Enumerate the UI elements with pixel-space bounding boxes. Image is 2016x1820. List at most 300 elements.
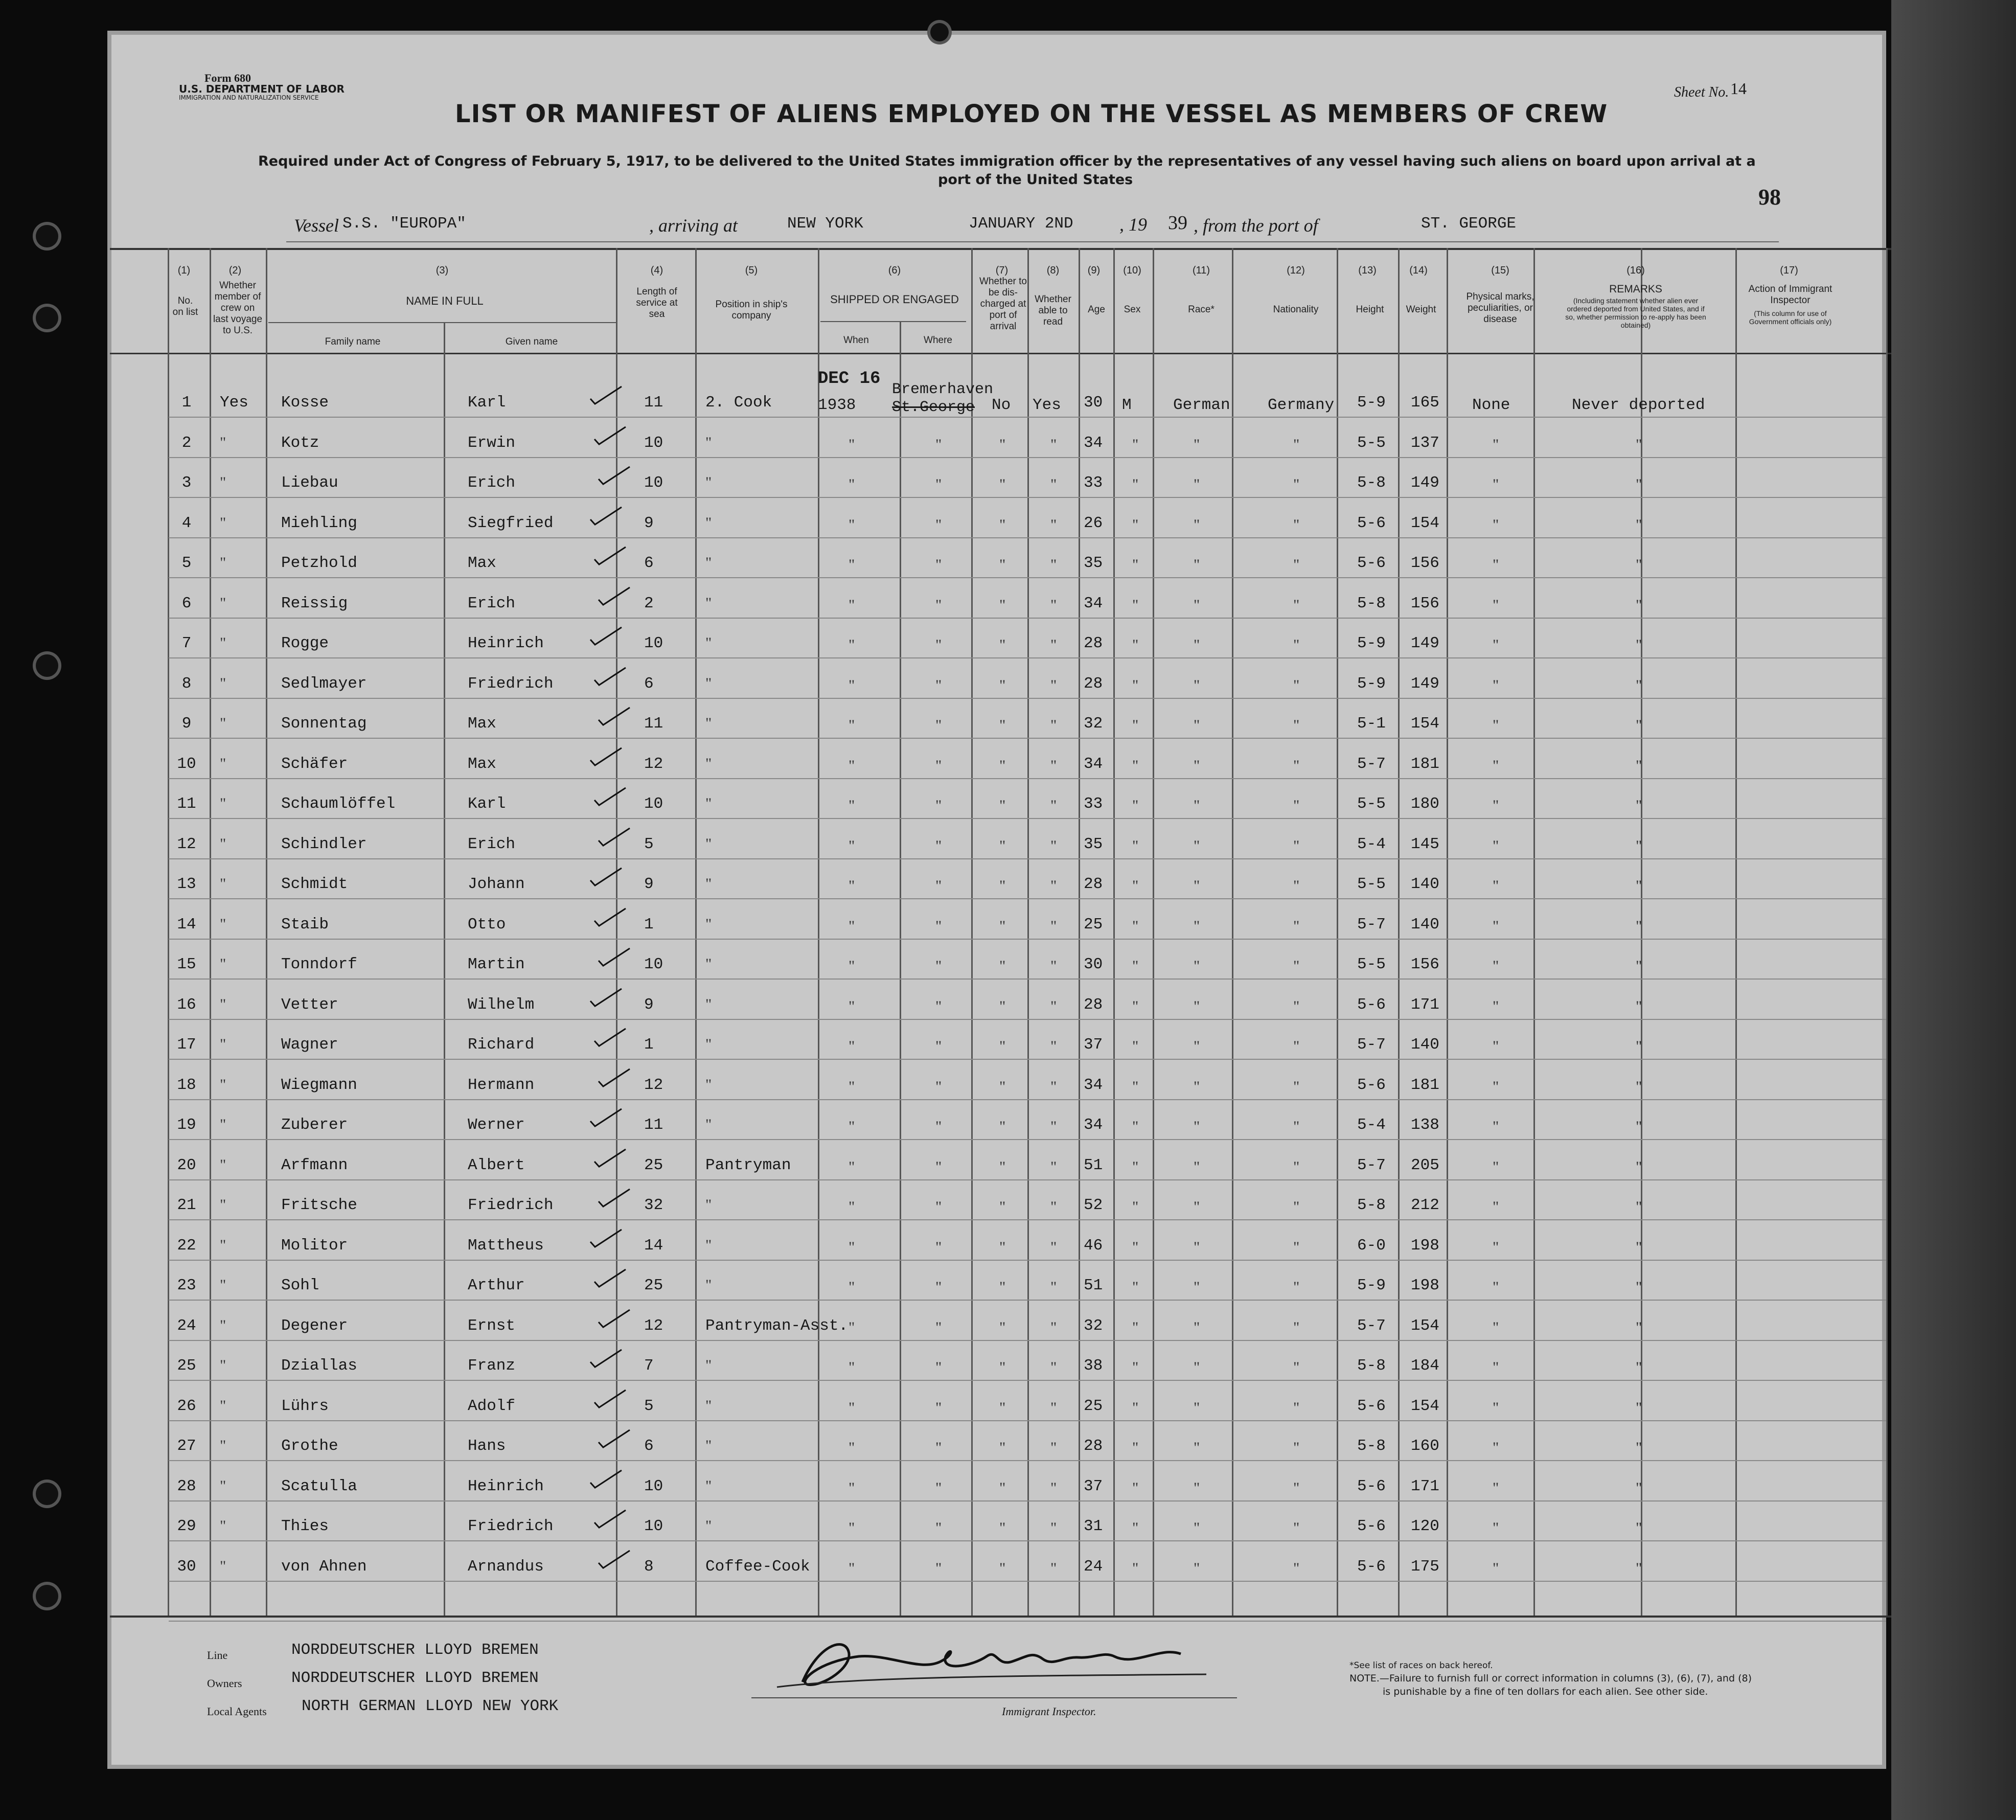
penalty-note-1: NOTE.—Failure to furnish full or correct information in columns (3), (6), (7), and (8) <box>1349 1673 1752 1684</box>
row-given: Friedrich <box>468 1517 554 1535</box>
row-prev: " <box>220 634 226 651</box>
ditto-mark: " <box>1636 1118 1642 1135</box>
ditto-mark: " <box>849 877 855 894</box>
ditto-mark: " <box>999 998 1006 1015</box>
row-prev: " <box>220 1477 226 1494</box>
ditto-mark: " <box>1132 1319 1139 1336</box>
row-service: 10 <box>644 474 663 492</box>
ditto-mark: " <box>1132 877 1139 894</box>
ditto-mark: " <box>1050 918 1057 935</box>
ditto-mark: " <box>1050 837 1057 854</box>
row-no: 16 <box>177 996 196 1014</box>
row-height: 5-8 <box>1357 474 1386 492</box>
row-rule <box>169 858 1886 859</box>
row-weight: 154 <box>1411 1397 1439 1415</box>
row-rule <box>169 738 1886 739</box>
row-family: Schaumlöffel <box>281 795 396 813</box>
ditto-mark: " <box>1050 1198 1057 1215</box>
ditto-mark: " <box>999 1519 1006 1536</box>
row-weight: 140 <box>1411 1036 1439 1054</box>
row-prev: " <box>220 1076 226 1093</box>
col-header-given-name: Given name <box>505 336 558 347</box>
ditto-mark: " <box>1050 1319 1057 1336</box>
row-service: 11 <box>644 715 663 733</box>
ditto-mark: " <box>1293 1439 1300 1456</box>
discharged-value: No <box>992 396 1011 414</box>
ditto-mark: " <box>1132 556 1139 573</box>
ditto-mark: " <box>1636 1399 1642 1416</box>
row-rule <box>169 1059 1886 1060</box>
column-rule <box>1398 248 1400 1616</box>
ditto-mark: " <box>999 476 1006 493</box>
row-age: 38 <box>1084 1357 1103 1375</box>
ditto-mark: " <box>1132 1158 1139 1175</box>
row-prev: " <box>220 996 226 1013</box>
row-weight: 198 <box>1411 1277 1439 1294</box>
row-position: " <box>705 474 712 491</box>
row-service: 14 <box>644 1237 663 1255</box>
row-rule <box>169 1179 1886 1180</box>
row-height: 5-6 <box>1357 1397 1386 1415</box>
ditto-mark: " <box>849 1439 855 1456</box>
row-family: Kotz <box>281 434 319 452</box>
ditto-mark: " <box>999 717 1006 734</box>
ditto-mark: " <box>999 516 1006 533</box>
row-weight: 149 <box>1411 474 1439 492</box>
ditto-mark: " <box>999 1078 1006 1095</box>
row-family: Reissig <box>281 595 348 612</box>
row-height: 5-7 <box>1357 1317 1386 1335</box>
ditto-mark: " <box>1636 1078 1642 1095</box>
row-rule <box>169 657 1886 658</box>
ditto-mark: " <box>1636 757 1642 774</box>
row-prev: " <box>220 1036 226 1053</box>
ditto-mark: " <box>849 1198 855 1215</box>
row-prev: " <box>220 1558 226 1575</box>
ditto-mark: " <box>1050 516 1057 533</box>
row-service: 11 <box>644 1116 663 1134</box>
ditto-mark: " <box>1050 797 1057 814</box>
ditto-mark: " <box>1132 757 1139 774</box>
row-height: 5-6 <box>1357 1558 1386 1576</box>
row-height: 5-8 <box>1357 1437 1386 1455</box>
check-mark <box>596 706 632 726</box>
row-given: Siegfried <box>468 514 554 532</box>
ditto-mark: " <box>849 476 855 493</box>
row-height: 5-9 <box>1357 394 1386 412</box>
race-value: German <box>1173 396 1230 414</box>
col-header-no: No. on list <box>172 295 198 317</box>
form-number: Form 680 <box>204 72 251 84</box>
row-service: 6 <box>644 1437 654 1455</box>
row-service: 25 <box>644 1277 663 1294</box>
row-prev: " <box>220 1317 226 1334</box>
ditto-mark: " <box>1293 1239 1300 1256</box>
page-number: 98 <box>1758 185 1781 210</box>
row-prev: " <box>220 916 226 932</box>
remarks-value: Never deported <box>1572 396 1705 414</box>
row-age: 32 <box>1084 715 1103 733</box>
ditto-mark: " <box>935 597 942 613</box>
ditto-mark: " <box>1194 1239 1200 1256</box>
ditto-mark: " <box>849 1399 855 1416</box>
ditto-mark: " <box>935 1118 942 1135</box>
ditto-mark: " <box>1636 998 1642 1015</box>
row-prev: " <box>220 1116 226 1133</box>
row-weight: 149 <box>1411 634 1439 652</box>
row-given: Wilhelm <box>468 996 535 1014</box>
col-num-12: (12) <box>1287 265 1305 276</box>
ditto-mark: " <box>1050 1399 1057 1416</box>
year-prefix: , 19 <box>1119 214 1147 235</box>
row-position: " <box>705 1277 712 1293</box>
ditto-mark: " <box>935 436 942 453</box>
ditto-mark: " <box>1493 837 1499 854</box>
row-height: 5-5 <box>1357 795 1386 813</box>
row-no: 27 <box>177 1437 196 1455</box>
ditto-mark: " <box>1050 1359 1057 1376</box>
ditto-mark: " <box>1636 556 1642 573</box>
row-weight: 156 <box>1411 554 1439 572</box>
row-age: 30 <box>1084 956 1103 973</box>
row-service: 7 <box>644 1357 654 1375</box>
ditto-mark: " <box>999 556 1006 573</box>
row-height: 5-1 <box>1357 715 1386 733</box>
departure-port: ST. GEORGE <box>1421 215 1517 233</box>
ditto-mark: " <box>1293 1560 1300 1577</box>
row-position: " <box>705 956 712 972</box>
col-num-11: (11) <box>1192 265 1210 276</box>
ditto-mark: " <box>1493 1158 1499 1175</box>
row-weight: 171 <box>1411 1477 1439 1495</box>
ditto-mark: " <box>1636 516 1642 533</box>
ditto-mark: " <box>999 1319 1006 1336</box>
ditto-mark: " <box>1293 1319 1300 1336</box>
row-given: Karl <box>468 394 506 412</box>
ditto-mark: " <box>1493 958 1499 974</box>
ditto-mark: " <box>1132 1198 1139 1215</box>
ditto-mark: " <box>1293 1359 1300 1376</box>
column-rule <box>900 321 901 1616</box>
able-to-read-value: Yes <box>1033 396 1061 414</box>
ditto-mark: " <box>849 797 855 814</box>
ditto-mark: " <box>1194 636 1200 653</box>
check-mark <box>596 1187 632 1208</box>
row-age: 30 <box>1084 394 1103 412</box>
row-weight: 149 <box>1411 675 1439 693</box>
check-mark <box>592 786 628 806</box>
ditto-mark: " <box>935 837 942 854</box>
ditto-mark: " <box>1132 1038 1139 1055</box>
ditto-mark: " <box>1636 1359 1642 1376</box>
row-no: 2 <box>181 434 192 452</box>
ditto-mark: " <box>1493 1198 1499 1215</box>
ditto-mark: " <box>1194 1519 1200 1536</box>
col-header-position: Position in ship's company <box>715 299 788 321</box>
col-header-family-name: Family name <box>325 336 381 347</box>
row-weight: 120 <box>1411 1517 1439 1535</box>
row-family: Molitor <box>281 1237 348 1255</box>
ditto-mark: " <box>1293 797 1300 814</box>
ditto-mark: " <box>1493 1239 1499 1256</box>
ditto-mark: " <box>1132 717 1139 734</box>
ditto-mark: " <box>1293 918 1300 935</box>
col-header-discharged: Whether to be dis-charged at port of arrival <box>979 276 1027 332</box>
ditto-mark: " <box>1293 556 1300 573</box>
row-weight: 198 <box>1411 1237 1439 1255</box>
column-rule <box>1153 248 1154 1616</box>
row-position: " <box>705 715 712 732</box>
row-prev: " <box>220 474 226 491</box>
column-rule <box>1886 248 1888 1616</box>
col-header-height: Height <box>1356 304 1384 315</box>
line-label: Line <box>207 1649 228 1662</box>
row-rule <box>169 818 1886 819</box>
row-weight: 160 <box>1411 1437 1439 1455</box>
row-family: Petzhold <box>281 554 357 572</box>
ditto-mark: " <box>935 1038 942 1055</box>
row-family: Grothe <box>281 1437 338 1455</box>
row-weight: 180 <box>1411 795 1439 813</box>
row-rule <box>169 417 1886 418</box>
check-mark <box>596 1549 632 1569</box>
ditto-mark: " <box>1194 436 1200 453</box>
ditto-mark: " <box>1636 597 1642 613</box>
ditto-mark: " <box>1493 1560 1499 1577</box>
row-family: Sohl <box>281 1277 319 1294</box>
row-service: 12 <box>644 1076 663 1094</box>
service-name: IMMIGRATION AND NATURALIZATION SERVICE <box>179 94 319 101</box>
row-service: 32 <box>644 1196 663 1214</box>
ditto-mark: " <box>1293 1038 1300 1055</box>
row-given: Adolf <box>468 1397 516 1415</box>
row-age: 34 <box>1084 1116 1103 1134</box>
row-given: Martin <box>468 956 525 973</box>
row-position: " <box>705 434 712 451</box>
ditto-mark: " <box>1293 476 1300 493</box>
ditto-mark: " <box>1493 677 1499 694</box>
ditto-mark: " <box>1050 1038 1057 1055</box>
row-rule <box>169 1300 1886 1301</box>
ditto-mark: " <box>1050 1078 1057 1095</box>
ditto-mark: " <box>1493 636 1499 653</box>
row-no: 14 <box>177 916 196 934</box>
row-service: 25 <box>644 1156 663 1174</box>
ditto-mark: " <box>1636 877 1642 894</box>
row-given: Hans <box>468 1437 506 1455</box>
sheet-number: 14 <box>1730 79 1747 98</box>
row-prev: " <box>220 1277 226 1293</box>
binder-hole <box>36 654 58 677</box>
row-service: 5 <box>644 1397 654 1415</box>
ditto-mark: " <box>999 436 1006 453</box>
col-header-when: When <box>843 335 869 346</box>
row-no: 18 <box>177 1076 196 1094</box>
row-height: 5-9 <box>1357 1277 1386 1294</box>
shipped-port: Bremerhaven <box>892 381 994 398</box>
ditto-mark: " <box>1194 1198 1200 1215</box>
check-mark <box>588 384 624 405</box>
table-top-rule <box>110 248 1891 250</box>
ditto-mark: " <box>935 1078 942 1095</box>
ditto-mark: " <box>1493 918 1499 935</box>
row-weight: 181 <box>1411 1076 1439 1094</box>
row-weight: 137 <box>1411 434 1439 452</box>
row-weight: 156 <box>1411 595 1439 612</box>
col-header-physical: Physical marks, peculiarities, or disease <box>1466 291 1534 325</box>
row-family: Vetter <box>281 996 338 1014</box>
row-age: 28 <box>1084 996 1103 1014</box>
row-position: Pantryman-Asst. <box>705 1317 849 1335</box>
ditto-mark: " <box>1194 1319 1200 1336</box>
row-height: 5-7 <box>1357 1156 1386 1174</box>
check-mark <box>588 625 624 646</box>
row-rule <box>169 898 1886 899</box>
col-header-nationality: Nationality <box>1273 304 1319 315</box>
ditto-mark: " <box>999 1118 1006 1135</box>
ditto-mark: " <box>1636 636 1642 653</box>
row-prev: Yes <box>220 394 248 412</box>
column-rule <box>1232 248 1233 1616</box>
ditto-mark: " <box>1050 597 1057 613</box>
row-position: " <box>705 755 712 772</box>
row-no: 20 <box>177 1156 196 1174</box>
row-weight: 145 <box>1411 835 1439 853</box>
row-weight: 154 <box>1411 514 1439 532</box>
ditto-mark: " <box>1293 1118 1300 1135</box>
row-service: 1 <box>644 916 654 934</box>
row-given: Arthur <box>468 1277 525 1294</box>
ditto-mark: " <box>999 1439 1006 1456</box>
ditto-mark: " <box>1194 476 1200 493</box>
ditto-mark: " <box>1636 436 1642 453</box>
ditto-mark: " <box>1493 1078 1499 1095</box>
ditto-mark: " <box>849 1560 855 1577</box>
row-position: " <box>705 875 712 892</box>
ditto-mark: " <box>999 877 1006 894</box>
ditto-mark: " <box>1636 837 1642 854</box>
row-family: Rogge <box>281 634 329 652</box>
check-mark <box>596 946 632 967</box>
check-mark <box>588 1107 624 1127</box>
ditto-mark: " <box>849 1279 855 1295</box>
ditto-mark: " <box>849 556 855 573</box>
ditto-mark: " <box>1194 1480 1200 1496</box>
ditto-mark: " <box>1493 476 1499 493</box>
row-given: Albert <box>468 1156 525 1174</box>
check-mark <box>592 666 628 686</box>
ditto-mark: " <box>1293 958 1300 974</box>
row-age: 51 <box>1084 1277 1103 1294</box>
row-position: " <box>705 595 712 611</box>
inspector-signature <box>757 1626 1237 1702</box>
row-service: 1 <box>644 1036 654 1054</box>
row-no: 29 <box>177 1517 196 1535</box>
ditto-mark: " <box>1636 476 1642 493</box>
row-family: Fritsche <box>281 1196 357 1214</box>
ditto-mark: " <box>935 476 942 493</box>
ditto-mark: " <box>1194 516 1200 533</box>
ditto-mark: " <box>1132 597 1139 613</box>
row-age: 32 <box>1084 1317 1103 1335</box>
ditto-mark: " <box>935 797 942 814</box>
row-service: 8 <box>644 1558 654 1576</box>
row-position: " <box>705 795 712 812</box>
ditto-mark: " <box>1636 1560 1642 1577</box>
column-rule <box>210 248 211 1616</box>
races-note: *See list of races on back hereof. <box>1349 1660 1493 1671</box>
ditto-mark: " <box>1132 636 1139 653</box>
ditto-mark: " <box>1194 1279 1200 1295</box>
ditto-mark: " <box>1636 1239 1642 1256</box>
shipped-port-struck: St.George <box>892 399 975 416</box>
col-num-17: (17) <box>1780 265 1798 276</box>
col-num-9: (9) <box>1087 265 1101 276</box>
row-position: " <box>705 1116 712 1133</box>
row-given: Erich <box>468 595 516 612</box>
row-height: 5-6 <box>1357 996 1386 1014</box>
ditto-mark: " <box>1493 1439 1499 1456</box>
line-value: NORDDEUTSCHER LLOYD BREMEN <box>291 1641 539 1659</box>
column-rule <box>1113 248 1115 1616</box>
row-rule <box>169 618 1886 619</box>
ditto-mark: " <box>1493 556 1499 573</box>
column-rule <box>266 248 267 1616</box>
row-service: 2 <box>644 595 654 612</box>
row-service: 11 <box>644 394 663 412</box>
ditto-mark: " <box>935 556 942 573</box>
ditto-mark: " <box>1293 636 1300 653</box>
scanner-edge <box>1891 0 2016 1820</box>
ditto-mark: " <box>1194 597 1200 613</box>
row-given: Max <box>468 755 496 773</box>
row-height: 5-8 <box>1357 1357 1386 1375</box>
ditto-mark: " <box>1194 1158 1200 1175</box>
row-given: Johann <box>468 875 525 893</box>
col-num-16: (16) <box>1626 265 1645 276</box>
ditto-mark: " <box>999 1359 1006 1376</box>
ditto-mark: " <box>1293 1279 1300 1295</box>
row-given: Ernst <box>468 1317 516 1335</box>
row-prev: " <box>220 875 226 892</box>
row-family: Scatulla <box>281 1477 357 1495</box>
row-service: 12 <box>644 1317 663 1335</box>
ditto-mark: " <box>849 998 855 1015</box>
row-family: von Ahnen <box>281 1558 367 1576</box>
row-position: " <box>705 1237 712 1254</box>
ditto-mark: " <box>1132 958 1139 974</box>
row-prev: " <box>220 1357 226 1374</box>
ditto-mark: " <box>1636 1158 1642 1175</box>
ditto-mark: " <box>999 1560 1006 1577</box>
row-rule <box>169 1500 1886 1502</box>
row-family: Kosse <box>281 394 329 412</box>
ditto-mark: " <box>1293 1198 1300 1215</box>
row-height: 5-5 <box>1357 875 1386 893</box>
ditto-mark: " <box>1132 998 1139 1015</box>
row-prev: " <box>220 595 226 611</box>
ditto-mark: " <box>1132 1560 1139 1577</box>
row-position: Coffee-Cook <box>705 1558 810 1576</box>
department: U.S. DEPARTMENT OF LABOR <box>179 83 345 95</box>
row-family: Schäfer <box>281 755 348 773</box>
row-family: Schmidt <box>281 875 348 893</box>
row-no: 21 <box>177 1196 196 1214</box>
ditto-mark: " <box>1132 797 1139 814</box>
row-family: Dziallas <box>281 1357 357 1375</box>
ditto-mark: " <box>999 1158 1006 1175</box>
check-mark <box>588 1348 624 1368</box>
